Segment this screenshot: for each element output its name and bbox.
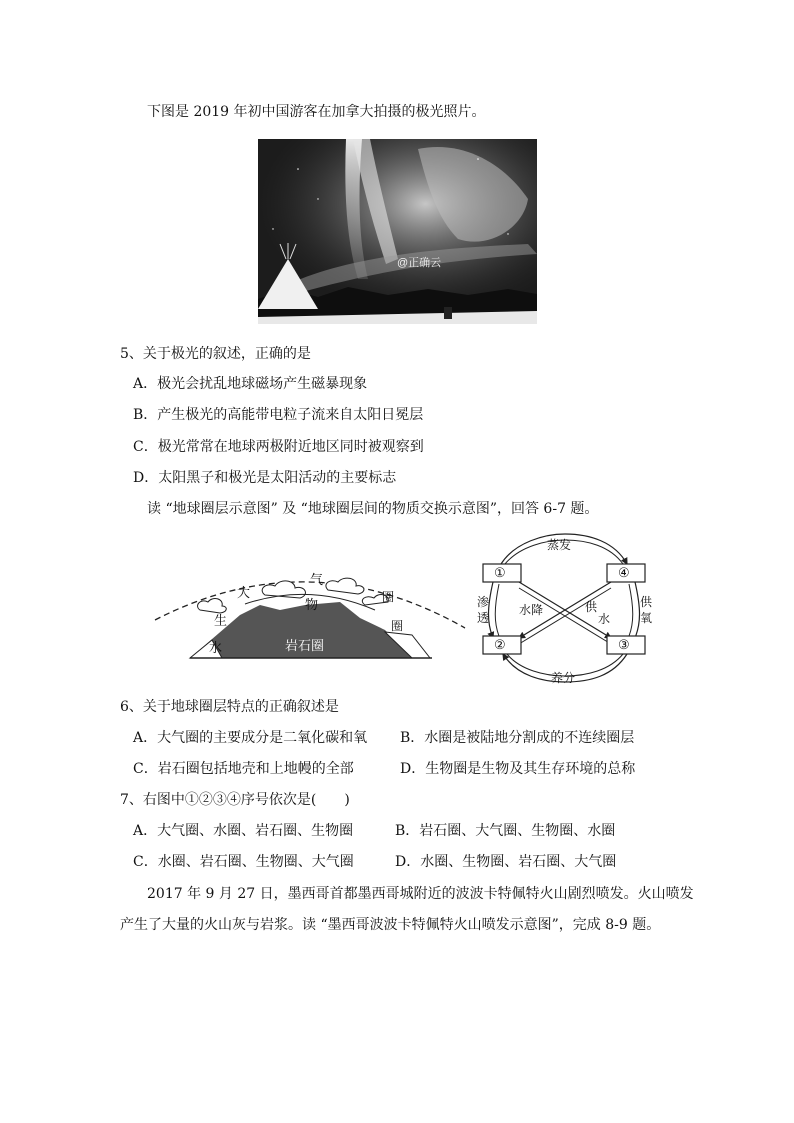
- box-1: ①: [494, 566, 506, 581]
- material-exchange-diagram: [475, 528, 655, 688]
- q5-option-b: B．产生极光的高能带电粒子流来自太阳日冕层: [133, 407, 424, 423]
- earth-spheres-diagram: [150, 560, 470, 670]
- label-nutrients: 养分: [551, 671, 576, 685]
- q7-option-a: A．大气圈、水圈、岩石圈、生物圈: [133, 823, 354, 839]
- label-oxygen-2: 氧: [640, 611, 653, 625]
- q6-option-a: A．大气圈的主要成分是二氧化碳和氧: [133, 730, 368, 746]
- box-2: ②: [494, 638, 506, 653]
- label-evaporation: 蒸发: [547, 538, 572, 552]
- q7-option-d: D．水圈、生物圈、岩石圈、大气圈: [395, 854, 617, 870]
- box-4: ④: [618, 566, 630, 581]
- q6-option-b: B．水圈是被陆地分割成的不连续圈层: [400, 730, 635, 746]
- q5-option-c: C．极光常常在地球两极附近地区同时被观察到: [133, 439, 424, 455]
- intro-text: 下图是 2019 年初中国游客在加拿大拍摄的极光照片。: [147, 104, 486, 120]
- q5-option-a: A．极光会扰乱地球磁场产生磁暴现象: [133, 376, 368, 392]
- label-bio-3: 圈: [391, 619, 404, 633]
- read-prompt-2-line2: 产生了大量的火山灰与岩浆。读 “墨西哥波波卡特佩特火山喷发示意图”，完成 8-9 题。: [120, 917, 661, 933]
- label-water: 水: [209, 641, 223, 656]
- read-prompt-1: 读 “地球圈层示意图” 及 “地球圈层间的物质交换示意图”，回答 6-7 题。: [147, 501, 599, 517]
- q7-option-b: B．岩石圈、大气圈、生物圈、水圈: [395, 823, 616, 839]
- label-atmo-2: 气: [310, 573, 324, 588]
- q6-option-c: C．岩石圈包括地壳和上地幔的全部: [133, 761, 354, 777]
- label-rock: 岩石圈: [285, 639, 325, 654]
- label-water-supply-1: 供: [585, 600, 598, 614]
- aurora-photo: [258, 139, 537, 324]
- q7-option-c: C．水圈、岩石圈、生物圈、大气圈: [133, 854, 354, 870]
- box-3: ③: [618, 638, 630, 653]
- q5-option-d: D．太阳黑子和极光是太阳活动的主要标志: [133, 470, 397, 486]
- label-seepage-2: 透: [477, 611, 490, 625]
- label-oxygen-1: 供: [640, 595, 653, 609]
- q7-stem: 7、右图中①②③④序号依次是( ): [120, 792, 350, 808]
- label-atmo-3: 圈: [382, 590, 395, 604]
- q6-option-d: D．生物圈是生物及其生存环境的总称: [400, 761, 636, 777]
- photo-watermark: @正确云: [397, 257, 442, 269]
- read-prompt-2-line1: 2017 年 9 月 27 日，墨西哥首都墨西哥城附近的波波卡特佩特火山剧烈喷发。火山喷发: [147, 886, 694, 902]
- label-precipitation: 水降: [519, 603, 544, 617]
- label-bio-1: 生: [214, 614, 228, 629]
- q5-stem: 5、关于极光的叙述，正确的是: [120, 346, 311, 362]
- aurora-image: [258, 139, 537, 324]
- label-seepage-1: 渗: [477, 595, 490, 609]
- q6-stem: 6、关于地球圈层特点的正确叙述是: [120, 699, 339, 715]
- label-atmo-1: 大: [237, 586, 251, 601]
- label-water-supply-2: 水: [598, 612, 611, 626]
- label-bio-2: 物: [305, 598, 319, 613]
